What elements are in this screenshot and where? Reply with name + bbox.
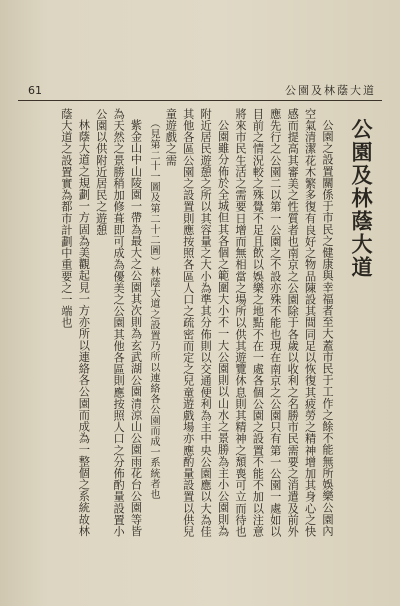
- paragraph: 林蔭大道之規劃一方固為美觀起見一方亦所以連絡各公園而成為一整個之系統故林蔭大道之設置實為都市計劃中重要之一端也: [59, 108, 91, 537]
- paragraph: 紫金山中山陵園一帶為最大之公園其次則為玄武湖公園清涼山公園雨花台公園等皆為天然之景勝稍加修葺即可成為優美之公園其他各區則應按照人口之分佈酌量設置小公園以供附近居民之遊憩: [94, 108, 143, 538]
- article-body: [22, 108, 376, 548]
- paragraph: 公園之設置關係于市民之健康與幸福者至大蓋市民于工作之餘不能無所娛樂公園內空氣清潔花木繁多復有良好之物品陳設其間同足以恢復其疲勞之精神增加其身心之快感而提高其審美之性質者也南京之公園除于各歲以收利之名勝市民需要之消遣及前外應先行之公園二以第一公園之不設亦殊不能也現在南京之公園只有第一公園一處如以目前之情況較之殊覺不足且飲以娛樂之地點不在一處各個公園之設置不能不加以注意將來市民生活之需要日增而無相當之場所以供其遊覽休息則其精神之頹喪可立而待也: [233, 108, 334, 538]
- article-title: 公園及林蔭大道: [349, 118, 373, 279]
- page-header: [18, 84, 382, 101]
- paragraph: 公園雖分佈於全城但其各個之範圍大小不一大公園則以山水之景勝為主小公園則為附近居民遊憩之所以其容量之大小為準其分佈則以交通便利為主中央公園應以大為佳其他各區公園之設置則應按照各區人口之疏密而定之兒童遊戲場亦應酌量設置以供兒童遊戲之需: [164, 108, 230, 538]
- page-number: 61: [28, 84, 42, 97]
- running-head: 公園及林蔭大道: [285, 84, 376, 97]
- paragraph-figure-note: （見第二十一圖及第二十二圖）林蔭大道之設置乃所以連絡各公園而成一系統者也: [147, 118, 159, 500]
